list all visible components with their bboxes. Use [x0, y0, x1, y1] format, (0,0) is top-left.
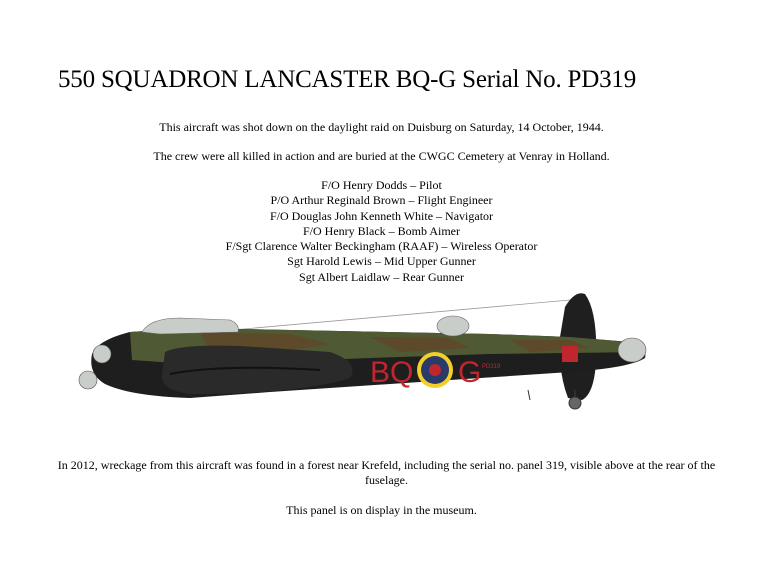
intro-line: This aircraft was shot down on the daylight raid on Duisburg on Saturday, 14 October, 1944.	[159, 120, 604, 134]
crew-member-bomb-aimer: F/O Henry Black – Bomb Aimer	[303, 223, 460, 238]
cockpit-canopy	[142, 318, 238, 334]
crew-fate-line: The crew were all killed in action and are buried at the CWGC Cemetery at Venray in Holland.	[153, 149, 610, 163]
serial-marking: PD319	[482, 364, 501, 370]
crew-member-mid-upper-gunner: Sgt Harold Lewis – Mid Upper Gunner	[287, 254, 476, 269]
bomb-aimer-blister	[79, 371, 97, 389]
crew-member-flight-engineer: P/O Arthur Reginald Brown – Flight Engineer	[270, 193, 493, 208]
mid-upper-turret	[437, 316, 469, 336]
crew-member-wireless-operator: F/Sgt Clarence Walter Beckingham (RAAF) – Wireless Operator	[225, 239, 538, 254]
wreckage-note: In 2012, wreckage from this aircraft was found in a forest near Krefeld, including the serial no. panel 319, visible above at the rear of the fuselage.	[57, 458, 716, 487]
crew-list	[0, 178, 763, 285]
rear-turret	[618, 338, 646, 362]
display-note: This panel is on display in the museum.	[286, 503, 477, 517]
crew-member-pilot: F/O Henry Dodds – Pilot	[321, 178, 442, 192]
trailing-aerial	[528, 390, 530, 400]
crew-member-navigator: F/O Douglas John Kenneth White – Navigator	[269, 208, 494, 223]
crew-member-rear-gunner: Sgt Albert Laidlaw – Rear Gunner	[299, 269, 464, 284]
tailwheel	[569, 397, 581, 409]
roundel-center	[429, 364, 441, 376]
lancaster-illustration	[70, 282, 670, 420]
page-title: 550 SQUADRON LANCASTER BQ-G Serial No. PD319	[58, 66, 637, 93]
nose-turret	[93, 345, 111, 363]
aircraft-letter: G	[458, 356, 482, 389]
fin-flash	[562, 346, 578, 362]
squadron-code: BQ	[370, 356, 414, 389]
